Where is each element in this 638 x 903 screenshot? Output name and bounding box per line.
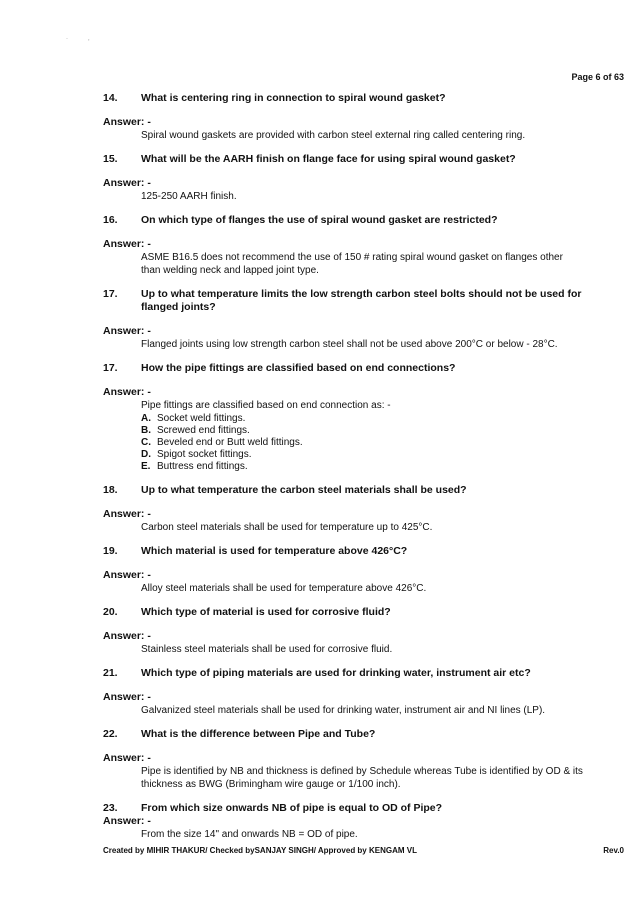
qa-item (103, 728, 583, 791)
answer-label: Answer: - (103, 630, 151, 642)
list-text: Beveled end or Butt weld fittings. (157, 437, 303, 448)
answer-label: Answer: - (103, 116, 151, 128)
question-text: What is centering ring in connection to spiral wound gasket? (141, 92, 446, 104)
question-number: 18. (103, 484, 118, 496)
question-number: 20. (103, 606, 118, 618)
list-item (141, 461, 583, 473)
question-text: What is the difference between Pipe and Tube? (141, 728, 376, 740)
list-text: Screwed end fittings. (157, 425, 250, 436)
list-item (141, 413, 583, 425)
answer-label: Answer: - (103, 815, 151, 827)
answer-text: ASME B16.5 does not recommend the use of 150 # rating spiral wound gasket on flanges other than welding neck and lapped joint type. (141, 252, 563, 276)
question-number: 15. (103, 153, 118, 165)
question (103, 545, 583, 558)
list-text: Buttress end fittings. (157, 461, 248, 472)
answer-text: Galvanized steel materials shall be used for drinking water, instrument air and NI lines (LP). (141, 705, 546, 716)
list-letter: C. (141, 437, 151, 448)
question (103, 214, 583, 227)
question-text: How the pipe fittings are classified based on end connections? (141, 362, 456, 374)
answer-text: Carbon steel materials shall be used for temperature up to 425°C. (141, 522, 433, 533)
list-letter: E. (141, 461, 151, 472)
qa-item (103, 153, 583, 203)
question-number: 17. (103, 362, 118, 374)
question (103, 484, 583, 497)
question (103, 606, 583, 619)
question (103, 802, 583, 815)
question-text: On which type of flanges the use of spiral wound gasket are restricted? (141, 214, 498, 226)
question-text: What will be the AARH finish on flange face for using spiral wound gasket? (141, 153, 516, 165)
answer-text: Pipe is identified by NB and thickness is defined by Schedule whereas Tube is identified by OD & its thickness as BWG (Brimingham wire gauge or 1/100 inch). (141, 766, 583, 790)
question-text: Which material is used for temperature above 426°C? (141, 545, 408, 557)
answer-label: Answer: - (103, 325, 151, 337)
list-text: Spigot socket fittings. (157, 449, 252, 460)
answer-label: Answer: - (103, 752, 151, 764)
scan-marks: · , (66, 36, 90, 42)
question-text: Up to what temperature the carbon steel materials shall be used? (141, 484, 467, 496)
page-number: Page 6 of 63 (571, 72, 624, 82)
footer-revision: Rev.0 (603, 846, 624, 855)
answer-text: From the size 14" and onwards NB = OD of pipe. (141, 829, 358, 840)
list-item (141, 437, 583, 449)
question (103, 92, 583, 105)
question (103, 362, 583, 375)
question (103, 288, 583, 314)
qa-item (103, 667, 583, 717)
answer-text: 125-250 AARH finish. (141, 191, 237, 202)
question (103, 667, 583, 680)
question (103, 153, 583, 166)
question-text: Which type of material is used for corrosive fluid? (141, 606, 391, 618)
question-text: Which type of piping materials are used for drinking water, instrument air etc? (141, 667, 531, 679)
qa-item (103, 484, 583, 534)
question-number: 22. (103, 728, 118, 740)
answer-text: Flanged joints using low strength carbon steel shall not be used above 200°C or below - 28°C. (141, 339, 558, 350)
qa-item (103, 545, 583, 595)
page-footer (103, 846, 624, 855)
answer-text: Pipe fittings are classified based on end connection as: - (141, 400, 391, 411)
list-letter: A. (141, 413, 151, 424)
qa-item (103, 214, 583, 277)
answer-label: Answer: - (103, 691, 151, 703)
qa-item (103, 606, 583, 656)
question-text: From which size onwards NB of pipe is equal to OD of Pipe? (141, 802, 443, 814)
qa-item (103, 362, 583, 473)
qa-item (103, 288, 583, 351)
question (103, 728, 583, 741)
answer-label: Answer: - (103, 508, 151, 520)
question-text: Up to what temperature limits the low strength carbon steel bolts should not be used for flanged joints? (141, 288, 582, 313)
list-letter: D. (141, 449, 151, 460)
answer-label: Answer: - (103, 177, 151, 189)
answer-text: Alloy steel materials shall be used for temperature above 426°C. (141, 583, 427, 594)
question-number: 23. (103, 802, 118, 814)
answer-text: Spiral wound gaskets are provided with carbon steel external ring called centering ring. (141, 130, 526, 141)
qa-list (103, 92, 583, 852)
list-letter: B. (141, 425, 151, 436)
qa-item (103, 92, 583, 142)
answer-label: Answer: - (103, 386, 151, 398)
question-number: 21. (103, 667, 118, 679)
qa-item (103, 802, 583, 841)
question-number: 17. (103, 288, 118, 300)
question-number: 16. (103, 214, 118, 226)
question-number: 14. (103, 92, 118, 104)
footer-credits: Created by MIHIR THAKUR/ Checked bySANJAY SINGH/ Approved by KENGAM VL (103, 846, 417, 855)
list-item (141, 449, 583, 461)
list-item (141, 425, 583, 437)
fittings-list (141, 413, 583, 473)
list-text: Socket weld fittings. (157, 413, 246, 424)
answer-label: Answer: - (103, 569, 151, 581)
answer-label: Answer: - (103, 238, 151, 250)
answer-text: Stainless steel materials shall be used for corrosive fluid. (141, 644, 393, 655)
question-number: 19. (103, 545, 118, 557)
